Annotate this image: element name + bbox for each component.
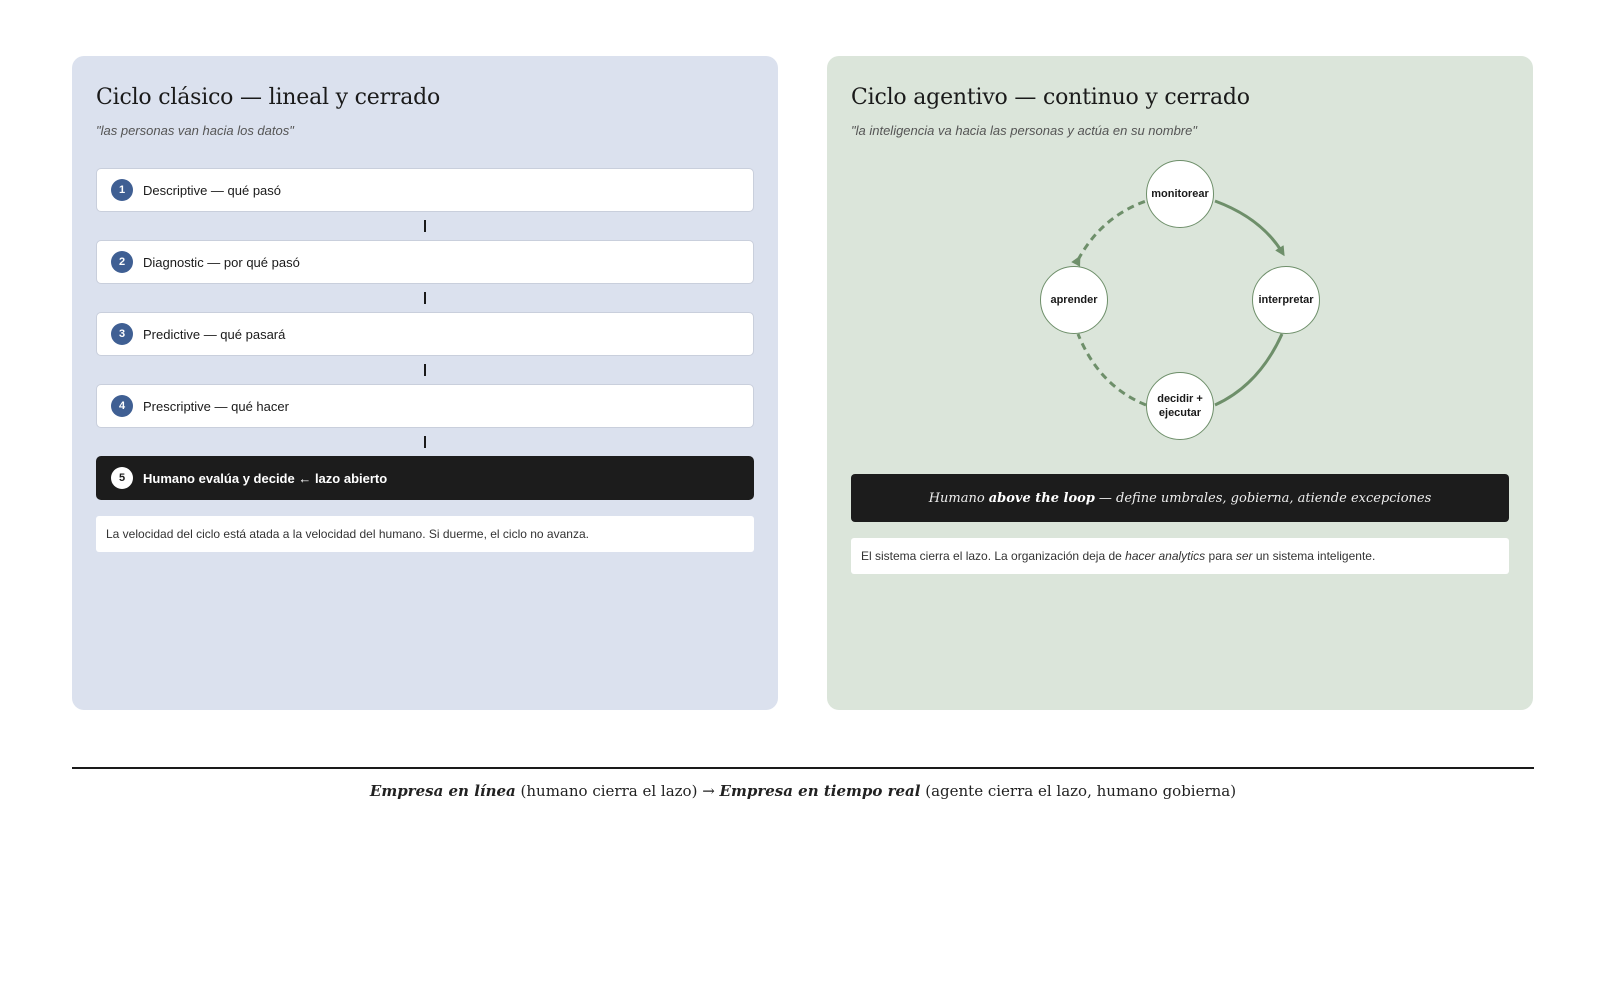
step-label: Humano evalúa y decide ← lazo abierto — [143, 470, 388, 486]
arrow-decide-to-learn — [1078, 334, 1146, 405]
step-connector — [96, 356, 754, 384]
node-interpretar: interpretar — [1252, 266, 1320, 334]
agentic-cycle-panel — [827, 56, 1533, 710]
classic-cycle-subtitle: "las personas van hacia los datos" — [96, 123, 294, 138]
node-monitorear: monitorear — [1146, 160, 1214, 228]
step-number-badge: 4 — [111, 395, 133, 417]
node-decidir-ejecutar: decidir + ejecutar — [1146, 372, 1214, 440]
agentic-cycle-subtitle: "la inteligencia va hacia las personas y actúa en su nombre" — [851, 123, 1197, 138]
note-part3: un sistema inteligente. — [1252, 549, 1376, 563]
step-label: Diagnostic — por qué pasó — [143, 254, 300, 270]
classic-cycle-panel — [72, 56, 778, 710]
footer-summary — [72, 782, 1534, 800]
arrow-monitor-to-interpret — [1215, 201, 1282, 252]
step-predictive — [96, 312, 754, 356]
step-diagnostic — [96, 240, 754, 284]
step-descriptive — [96, 168, 754, 212]
banner-suffix: — define umbrales, gobierna, atiende excepciones — [1098, 490, 1432, 506]
footer-desc-online: (humano cierra el lazo) → — [515, 782, 720, 800]
step-number-badge: 2 — [111, 251, 133, 273]
banner-emphasis: above the loop — [988, 490, 1095, 506]
step-connector — [96, 284, 754, 312]
arrow-learn-to-monitor — [1078, 201, 1146, 260]
step-human-decides — [96, 456, 754, 500]
human-above-loop-banner — [851, 474, 1509, 522]
note-italic2: ser — [1235, 549, 1253, 563]
step-connector — [96, 428, 754, 456]
footer-divider — [72, 767, 1534, 769]
node-aprender: aprender — [1040, 266, 1108, 334]
step-connector — [96, 212, 754, 240]
step-number-badge: 3 — [111, 323, 133, 345]
classic-cycle-note: La velocidad del ciclo está atada a la velocidad del humano. Si duerme, el ciclo no avanza. — [96, 516, 754, 552]
step-prescriptive — [96, 384, 754, 428]
note-part2: para — [1205, 549, 1236, 563]
step-label: Descriptive — qué pasó — [143, 182, 282, 198]
classic-cycle-title: Ciclo clásico — lineal y cerrado — [96, 85, 441, 110]
step-number-badge: 5 — [111, 467, 133, 489]
banner-prefix: Humano — [928, 490, 985, 506]
agentic-cycle-title: Ciclo agentivo — continuo y cerrado — [851, 85, 1250, 110]
step-label: Prescriptive — qué hacer — [143, 398, 289, 414]
footer-desc-realtime: (agente cierra el lazo, humano gobierna) — [920, 782, 1237, 800]
classic-steps — [96, 168, 754, 500]
step-label: Predictive — qué pasará — [143, 326, 286, 342]
arrow-interpret-to-decide — [1215, 334, 1282, 405]
footer-term-online: Empresa en línea — [369, 782, 516, 800]
note-italic1: hacer analytics — [1125, 549, 1206, 563]
step-number-badge: 1 — [111, 179, 133, 201]
footer-term-realtime: Empresa en tiempo real — [719, 782, 921, 800]
agentic-cycle-note — [851, 538, 1509, 574]
note-part1: El sistema cierra el lazo. La organización deja de — [861, 549, 1126, 563]
agentic-cycle-diagram — [851, 160, 1509, 458]
